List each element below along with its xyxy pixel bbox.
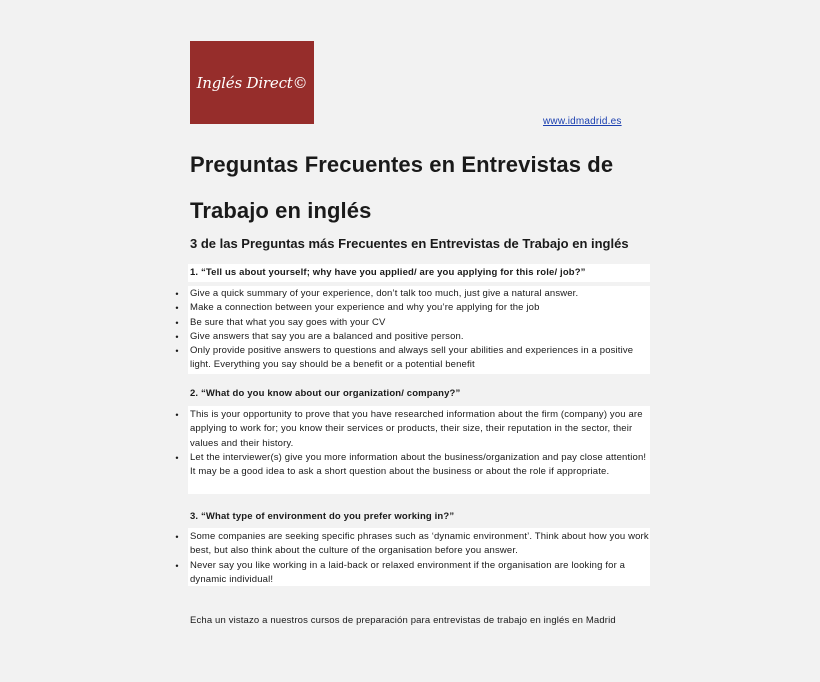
- bullet-icon: •: [175, 317, 179, 328]
- subtitle: 3 de las Preguntas más Frecuentes en Entrevistas de Trabajo en inglés: [190, 236, 629, 251]
- question-1-bullets: [172, 287, 650, 373]
- list-item: • Never say you like working in a laid-back or relaxed environment if the organisation are looking for a dynamic individual!: [172, 559, 650, 588]
- question-2-heading: 2. “What do you know about our organization/ company?”: [190, 388, 461, 399]
- list-item: • Let the interviewer(s) give you more information about the business/organization and pay close attention! It may be a good idea to ask a short question about the business or about the role if appropriate.: [172, 451, 650, 480]
- bullet-icon: •: [175, 452, 179, 463]
- list-item: • Give answers that say you are a balanced and positive person.: [172, 330, 650, 344]
- list-item: • This is your opportunity to prove that you have researched information about the firm (company) you are applying to work for; you know their services or products, their size, their reputation in the sector, their values and their history.: [172, 408, 650, 451]
- bullet-icon: •: [175, 532, 179, 542]
- list-item: • Be sure that what you say goes with your CV: [172, 316, 650, 330]
- question-3-heading: 3. “What type of environment do you prefer working in?”: [190, 511, 455, 522]
- bullet-icon: •: [175, 346, 179, 357]
- bullet-icon: •: [175, 331, 179, 342]
- list-item: • Only provide positive answers to questions and always sell your abilities and experiences in a positive light. Everything you say should be a benefit or a potential benefit: [172, 344, 650, 373]
- bullet-icon: •: [175, 410, 179, 420]
- question-1-heading: 1. “Tell us about yourself; why have you applied/ are you applying for this role/ job?”: [190, 267, 586, 278]
- ingles-direct-logo: [190, 41, 314, 124]
- logo-text: Inglés Direct©: [196, 73, 308, 92]
- bullet-icon: •: [175, 560, 179, 571]
- question-2-bullets: [172, 408, 650, 479]
- list-item: • Give a quick summary of your experience, don’t talk too much, just give a natural answer.: [172, 287, 650, 301]
- list-item: • Make a connection between your experience and why you’re applying for the job: [172, 301, 650, 315]
- footer-note: Echa un vistazo a nuestros cursos de preparación para entrevistas de trabajo en inglés en Madrid: [190, 615, 616, 626]
- bullet-icon: •: [175, 289, 179, 299]
- question-3-bullets: [172, 530, 650, 587]
- website-link[interactable]: www.idmadrid.es: [543, 116, 622, 127]
- bullet-icon: •: [175, 303, 179, 314]
- page-title: Preguntas Frecuentes en Entrevistas de Trabajo en inglés: [190, 152, 614, 223]
- list-item: • Some companies are seeking specific phrases such as ‘dynamic environment’. Think about how you work best, but also think about the culture of the organisation before you answer.: [172, 530, 650, 559]
